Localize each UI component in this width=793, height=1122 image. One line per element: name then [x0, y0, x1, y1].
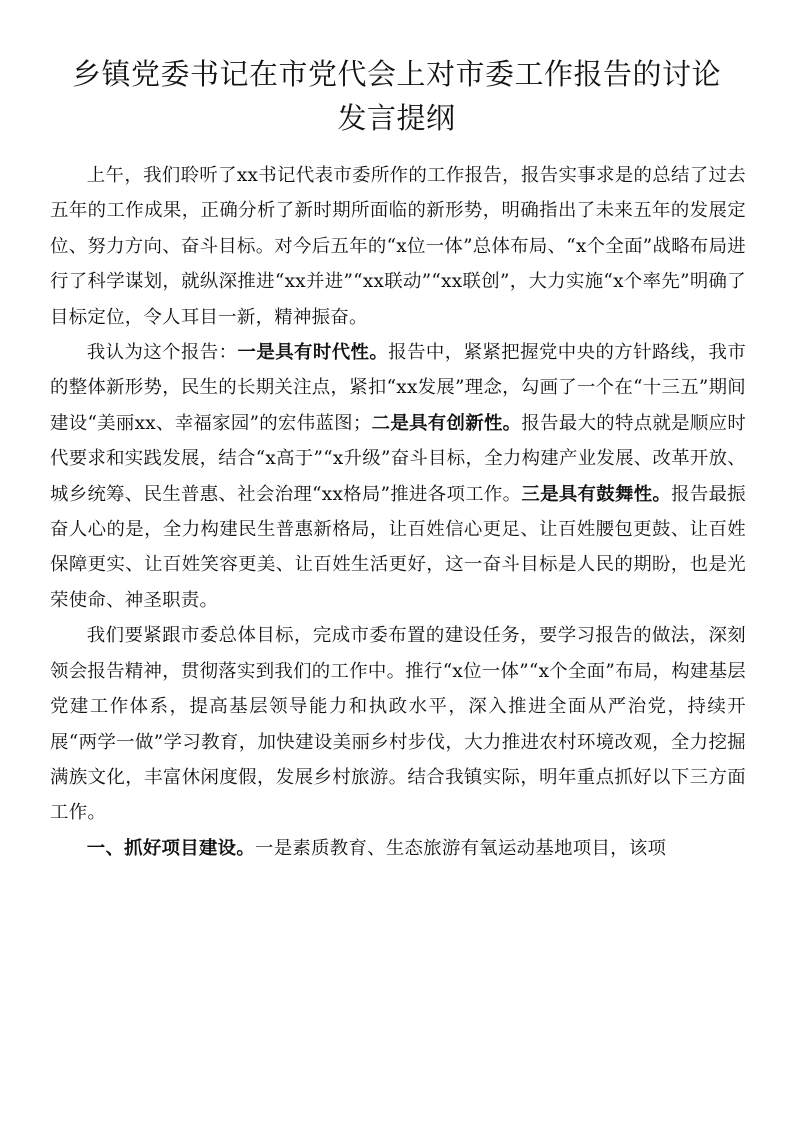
point-1-text: 报告中，紧紧把握党中央的方针路线，我市的整体新形势，民生的长期关注点，紧扣“xx发展”理念，勾画了一个在“十三五”期间建设“美丽xx、幸福家园”的宏伟蓝图；	[50, 342, 747, 434]
section-1-heading: 一、抓好项目建设。	[86, 837, 256, 859]
point-1-heading: 一是具有时代性。	[237, 342, 389, 364]
paragraph-1: 上午，我们聆听了xx书记代表市委所作的工作报告，报告实事求是的总结了过去五年的工作成果，正确分析了新时期所面临的新形势，明确指出了未来五年的发展定位、努力方向、奋斗目标。对今后五年的“x位一体”总体布局、“x个全面”战略布局进行了科学谋划，就纵深推进“xx并进”“xx联动”“xx联创”，大力实施“x个率先”明确了目标定位，令人耳目一新，精神振奋。	[50, 165, 746, 328]
paragraph-4	[50, 831, 746, 866]
document-title	[40, 52, 753, 140]
title-line-1: 乡镇党委书记在市党代会上对市委工作报告的讨论	[71, 57, 721, 91]
section-1-text: 一是素质教育、生态旅游有氧运动基地项目，该项	[255, 837, 667, 859]
title-line-2: 发言提纲	[337, 101, 456, 135]
paragraph-2	[50, 335, 746, 618]
point-2-text: 报告最大的特点就是顺应时代要求和实践发展，结合“x高于”“x升级”奋斗目标，全力构建产业发展、改革开放、城乡统筹、民生普惠、社会治理“xx格局”推进各项工作。	[50, 412, 747, 505]
document-body	[50, 158, 746, 866]
point-3-text: 报告最振奋人心的是，全力构建民生普惠新格局，让百姓信心更足、让百姓腰包更鼓、让百姓保障更实、让百姓笑容更美、让百姓生活更好，这一奋斗目标是人民的期盼，也是光荣使命、神圣职责。	[50, 483, 746, 611]
paragraph-2-intro: 我认为这个报告：	[86, 342, 238, 364]
paragraph-3: 我们要紧跟市委总体目标，完成市委布置的建设任务，要学习报告的做法，深刻领会报告精神，贯彻落实到我们的工作中。推行“x位一体”“x个全面”布局，构建基层党建工作体系，提高基层领导能力和执政水平，深入推进全面从严治党，持续开展“两学一做”学习教育，加快建设美丽乡村步伐，大力推进农村环境改观，全力挖掘满族文化，丰富休闲度假，发展乡村旅游。结合我镇实际，明年重点抓好以下三方面工作。	[50, 625, 746, 824]
point-3-heading: 三是具有鼓舞性。	[521, 483, 672, 505]
point-2-heading: 二是具有创新性。	[371, 412, 522, 434]
